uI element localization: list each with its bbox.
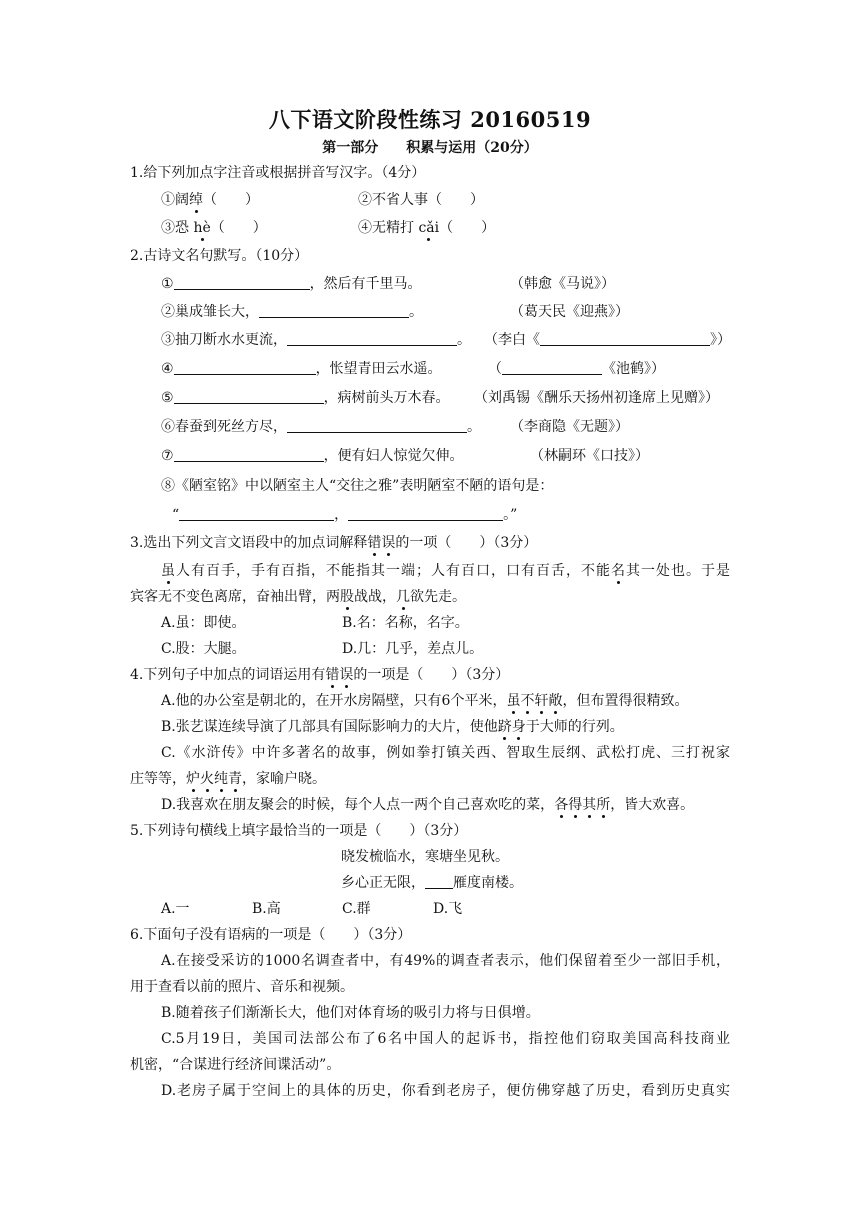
dotted-char: 跻 <box>497 719 512 735</box>
dotted-char: 虽 <box>506 693 521 709</box>
q1-item-b: ②不省人事（ ） <box>358 192 484 208</box>
dotted-char: 青 <box>228 771 242 787</box>
dotted-char: 敞 <box>548 693 563 709</box>
q1-stem: 1.给下列加点字注音或根据拼音写汉字。（4分） <box>130 165 426 181</box>
q3-option-a[interactable]: A.虽：即使。 <box>161 615 246 631</box>
dotted-char: 错 <box>325 667 340 683</box>
q6-option-c-line-2[interactable]: 机密，“合谋进行经济间谍活动”。 <box>130 1057 341 1073</box>
q4-option-a[interactable]: A.他的办公室是朝北的，在开水房隔壁，只有6个平米，虽不轩敞，但布置得很精致。 <box>161 693 689 709</box>
dotted-char: 错 <box>367 535 382 551</box>
q6-stem: 6.下面句子没有语病的一项是（ ）（3分） <box>130 927 412 943</box>
q5-poem-line-1: 晓发梳临水，寒塘坐见秋。 <box>341 849 509 865</box>
q3-option-c[interactable]: C.股：大腿。 <box>161 641 246 657</box>
q3-option-b[interactable]: B.名：名称，名字。 <box>342 615 469 631</box>
q2-source-5: （刘禹锡《酬乐天扬州初逢席上见赠》） <box>474 390 719 406</box>
q3-passage-line-2: 宾客无不变色离席，奋袖出臂，两股战战，几欲先走。 <box>130 589 466 605</box>
q2-line-1: ① ，然后有千里马。 <box>161 276 422 292</box>
q4-option-b[interactable]: B.张艺谋连续导演了几部具有国际影响力的大片，使他跻身于大师的行列。 <box>161 719 624 735</box>
q2-source-2: （葛天民《迎燕》） <box>510 304 629 320</box>
part-name: 第一部分 <box>322 140 379 156</box>
answer-blank[interactable] <box>348 506 503 521</box>
q5-option-b[interactable]: B.高 <box>252 901 281 917</box>
q2-line-9: “ ， 。” <box>172 507 518 523</box>
dotted-char: 误 <box>381 535 396 551</box>
dotted-char: 误 <box>339 667 354 683</box>
dotted-char: hè <box>193 220 211 236</box>
q3-option-d[interactable]: D.几：几乎，差点儿。 <box>342 641 484 657</box>
section-heading <box>0 137 860 157</box>
q1-item-a: ①阔绰（ ） <box>161 192 259 208</box>
q2-source-7: （林嗣环《口技》） <box>530 448 649 464</box>
answer-blank[interactable] <box>174 360 316 375</box>
dotted-char: 虽 <box>161 563 175 579</box>
dotted-char: 得 <box>568 797 583 813</box>
q3-stem: 3.选出下列文言文语段中的加点词解释错误的一项（ ）（3分） <box>130 535 538 551</box>
answer-blank[interactable] <box>174 447 324 462</box>
q6-option-a-line-2[interactable]: 用于查看以前的照片、音乐和视频。 <box>130 979 354 995</box>
q2-stem: 2.古诗文名句默写。（10分） <box>130 248 309 264</box>
answer-blank[interactable] <box>259 303 409 318</box>
q6-option-a-line-1[interactable]: A.在接受采访的1000名调查者中，有49%的调查者表示，他们保留着至少一部旧手机， <box>161 953 730 969</box>
q2-source-1: （韩愈《马说》） <box>510 276 615 292</box>
q2-line-2: ②巢成雏长大， 。 <box>161 304 423 320</box>
q2-source-3: （李白《 》） <box>484 332 731 348</box>
q2-line-3: ③抽刀断水水更流， 。 <box>161 332 471 348</box>
q2-line-7: ⑦ ，便有妇人惊觉欠伸。 <box>161 448 464 464</box>
dotted-char: cǎi <box>418 220 440 236</box>
q5-stem: 5.下列诗句横线上填字最恰当的一项是（ ）（3分） <box>130 823 468 839</box>
q2-line-6: ⑥春蚕到死丝方尽， 。 <box>161 419 481 435</box>
answer-blank[interactable] <box>174 389 324 404</box>
page-title: 八下语文阶段性练习 20160519 <box>268 107 592 132</box>
dotted-char: 几 <box>396 589 410 605</box>
q2-line-5: ⑤ ，病树前头万木春。 <box>161 390 450 406</box>
answer-blank[interactable] <box>287 418 467 433</box>
q1-item-d: ④无精打 cǎi（ ） <box>358 220 496 236</box>
q5-poem-line-2: 乡心正无限， 雁度南楼。 <box>341 875 523 891</box>
dotted-char: 绰 <box>189 192 203 208</box>
dotted-char: 各 <box>554 797 569 813</box>
answer-blank[interactable] <box>425 874 453 889</box>
q4-option-c-line-2[interactable]: 庄等等，炉火纯青，家喻户晓。 <box>130 771 326 787</box>
q4-option-d[interactable]: D.我喜欢在朋友聚会的时候，每个人点一两个自己喜欢吃的菜，各得其所，皆大欢喜。 <box>161 797 695 813</box>
q3-passage-line-1: 虽人有百手，手有百指，不能指其一端；人有百口，口有百舌，不能名其一处也。于是 <box>161 563 730 579</box>
dotted-char: 所 <box>596 797 611 813</box>
dotted-char: 火 <box>200 771 214 787</box>
dotted-char: 纯 <box>214 771 228 787</box>
q6-option-c-line-1[interactable]: C.5月19日，美国司法部公布了6名中国人的起诉书，指控他们窃取美国高科技商业 <box>161 1031 730 1047</box>
q1-item-c: ③恐 hè（ ） <box>161 220 267 236</box>
dotted-char: 炉 <box>186 771 200 787</box>
q6-option-d-line-1[interactable]: D.老房子属于空间上的具体的历史，你看到老房子，便仿佛穿越了历史，看到历史真实 <box>161 1083 730 1099</box>
q4-option-c-line-1[interactable]: C.《水浒传》中许多著名的故事，例如拳打镇关西、智取生辰纲、武松打虎、三打祝家 <box>161 745 730 761</box>
answer-blank[interactable] <box>179 506 334 521</box>
dotted-char: 身 <box>511 719 526 735</box>
answer-blank[interactable] <box>502 360 602 375</box>
q5-option-a[interactable]: A.一 <box>161 901 190 917</box>
dotted-char: 名 <box>611 563 625 579</box>
q2-line-4: ④ ，怅望青田云水遥。 <box>161 361 442 377</box>
answer-blank[interactable] <box>174 275 310 290</box>
q2-source-6: （李商隐《无题》） <box>510 419 629 435</box>
part-desc: 积累与运用（20分） <box>406 140 538 156</box>
q2-line-8: ⑧《陋室铭》中以陋室主人“交往之雅”表明陋室不陋的语句是： <box>161 478 554 494</box>
q4-stem: 4.下列句子中加点的词语运用有错误的一项是（ ）（3分） <box>130 667 510 683</box>
q5-option-c[interactable]: C.群 <box>342 901 371 917</box>
dotted-char: 轩 <box>534 693 549 709</box>
dotted-char: 其 <box>582 797 597 813</box>
q5-option-d[interactable]: D.飞 <box>433 901 463 917</box>
dotted-char: 股 <box>340 589 354 605</box>
answer-blank[interactable] <box>540 331 710 346</box>
q6-option-b[interactable]: B.随着孩子们渐渐长大，他们对体育场的吸引力将与日俱增。 <box>161 1005 540 1021</box>
q2-source-4: （ 《池鹤》） <box>488 361 665 377</box>
answer-blank[interactable] <box>287 331 457 346</box>
dotted-char: 不 <box>520 693 535 709</box>
